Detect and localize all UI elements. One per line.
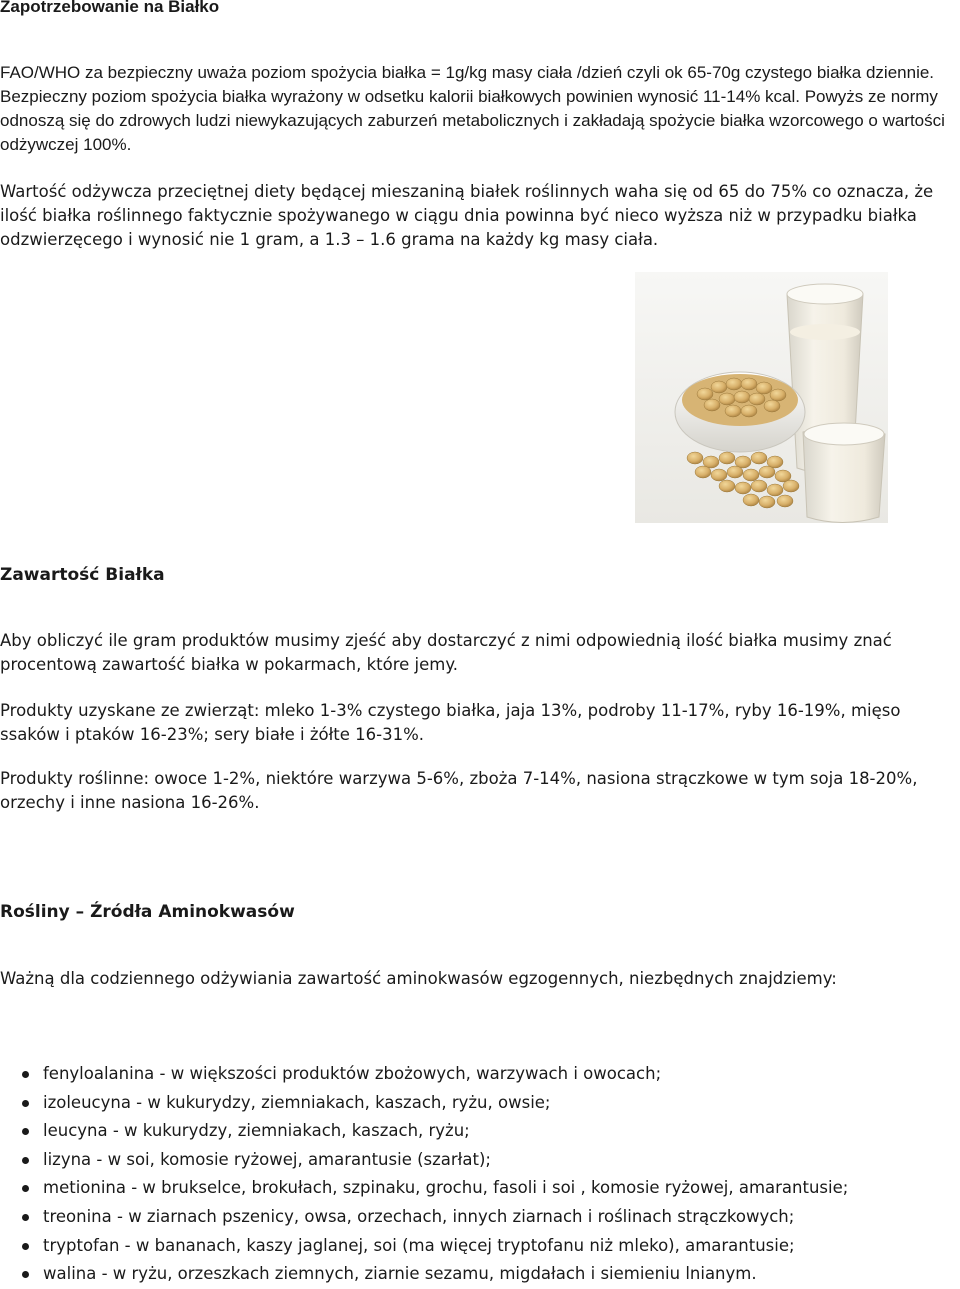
amino-acid-list bbox=[0, 1060, 950, 1289]
list-item-text: tryptofan - w bananach, kaszy jaglanej, soi (ma więcej tryptofanu niż mleko), amarantusie; bbox=[43, 1235, 795, 1255]
paragraph-wartosc-odzywcza: Wartość odżywcza przeciętnej diety będącej mieszaniną białek roślinnych waha się od 65 do 75% co oznacza, że ilość białka roślinnego faktycznie spożywanego w ciągu dnia powinna być nieco wyższa niż w przypadku białka odzwierzęcego i wynosić nie 1 gram, a 1.3 – 1.6 grama na każdy kg masy ciała. bbox=[0, 182, 934, 249]
list-item-text: lizyna - w soi, komosie ryżowej, amarantusie (szarłat); bbox=[43, 1149, 491, 1169]
paragraph-intro-aminokwasy: Ważną dla codziennego odżywiania zawartość aminokwasów egzogennych, niezbędnych znajdziemy: bbox=[0, 969, 837, 988]
list-item-text: leucyna - w kukurydzy, ziemniakach, kaszach, ryżu; bbox=[43, 1121, 470, 1141]
list-item bbox=[0, 1117, 950, 1146]
bullet-icon bbox=[22, 1128, 29, 1135]
list-item bbox=[0, 1089, 950, 1118]
list-item-text: izoleucyna - w kukurydzy, ziemniakach, kaszach, ryżu, owsie; bbox=[43, 1092, 551, 1112]
list-item-text: metionina - w brukselce, brokułach, szpinaku, grochu, fasoli i soi , komosie ryżowej, amarantusie; bbox=[43, 1178, 849, 1198]
list-item bbox=[0, 1060, 950, 1089]
list-item-text: walina - w ryżu, orzeszkach ziemnych, ziarnie sezamu, migdałach i siemieniu lnianym. bbox=[43, 1264, 757, 1284]
bullet-icon bbox=[22, 1071, 29, 1078]
bullet-icon bbox=[22, 1185, 29, 1192]
paragraph-aby-obliczyc: Aby obliczyć ile gram produktów musimy zjeść aby dostarczyć z nimi odpowiednią ilość białka musimy znać procentową zawartość białka w pokarmach, które jemy. bbox=[0, 631, 892, 674]
bullet-icon bbox=[22, 1271, 29, 1278]
list-item bbox=[0, 1232, 950, 1261]
bullet-icon bbox=[22, 1157, 29, 1164]
paragraph-produkty-zwierzece: Produkty uzyskane ze zwierząt: mleko 1-3% czystego białka, jaja 13%, podroby 11-17%, ryby 16-19%, mięso ssaków i ptaków 16-23%; sery białe i żółte 16-31%. bbox=[0, 701, 901, 744]
bullet-icon bbox=[22, 1243, 29, 1250]
section-title-rosliny: Rośliny – Źródła Aminokwasów bbox=[0, 902, 295, 922]
paragraph-produkty-roslinne: Produkty roślinne: owoce 1-2%, niektóre warzywa 5-6%, zboża 7-14%, nasiona strączkowe w tym soja 18-20%, orzechy i inne nasiona 16-26%. bbox=[0, 769, 918, 812]
list-item bbox=[0, 1260, 950, 1289]
soy-milk-photo bbox=[635, 272, 888, 523]
list-item-text: fenyloalanina - w większości produktów zbożowych, warzywach i owocach; bbox=[43, 1064, 662, 1083]
list-item bbox=[0, 1174, 950, 1203]
section-title-zapotrzebowanie: Zapotrzebowanie na Białko bbox=[0, 0, 220, 16]
bullet-icon bbox=[22, 1100, 29, 1107]
section-title-zawartosc: Zawartość Białka bbox=[0, 565, 165, 585]
list-item-text: treonina - w ziarnach pszenicy, owsa, orzechach, innych ziarnach i roślinach strączkowych; bbox=[43, 1206, 795, 1226]
paragraph-fao-who: FAO/WHO za bezpieczny uważa poziom spożycia białka = 1g/kg masy ciała /dzień czyli ok 65-70g czystego białka dziennie. Bezpieczny poziom spożycia białka wyrażony w odsetku kalorii białkowych powinien wynosić 11-14% kcal. Powyżs ze normy odnoszą się do zdrowych ludzi niewykazujących zaburzeń metabolicznych i zakładają spożycie białka wzorcowego o wartości odżywczej 100%. bbox=[0, 63, 945, 154]
list-item bbox=[0, 1146, 950, 1175]
soy-milk-illustration bbox=[635, 272, 888, 523]
bullet-icon bbox=[22, 1214, 29, 1221]
list-item bbox=[0, 1203, 950, 1232]
